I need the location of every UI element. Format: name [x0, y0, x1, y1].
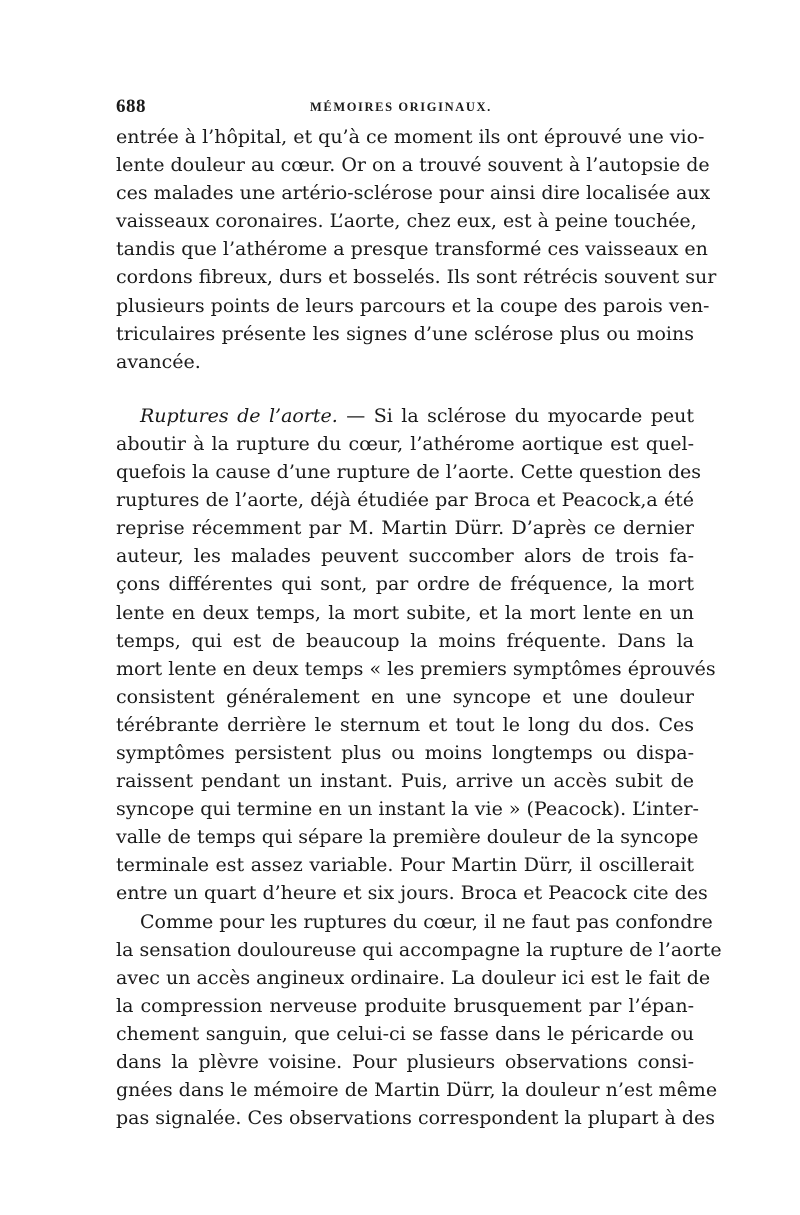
text-line: ruptures de l’aorte, déjà étudiée par Broca et Peacock,a été — [116, 489, 694, 512]
paragraph-1 — [116, 123, 717, 376]
book-page — [116, 96, 722, 1132]
text-line: avancée. — [116, 350, 201, 373]
text-line: pas signalée. Ces observations correspondent la plupart à des — [116, 1107, 716, 1130]
section-gap — [116, 376, 694, 402]
text-line: ces malades une artério-sclérose pour ainsi dire localisée aux — [116, 182, 711, 205]
text-line: Comme pour les ruptures du cœur, il ne faut pas confondre — [140, 910, 713, 933]
text-line: avec un accès angineux ordinaire. La douleur ici est le fait de — [116, 966, 711, 989]
text-line: terminale est assez variable. Pour Martin Dürr, il oscillerait — [116, 854, 694, 877]
text-line: entrée à l’hôpital, et qu’à ce moment ils ont éprouvé une vio- — [116, 126, 705, 148]
page-number: 688 — [116, 96, 146, 117]
text-line: aboutir à la rupture du cœur, l’athérome aortique est quel- — [116, 432, 694, 455]
text-line: vaisseaux coronaires. L’aorte, chez eux, est à peine touchée, — [116, 210, 697, 233]
paragraph-2 — [116, 402, 716, 908]
text-line: lente en deux temps, la mort subite, et la mort lente en un — [116, 601, 694, 624]
text-line: la compression nerveuse produite brusquement par l’épan- — [116, 994, 694, 1017]
text-line: valle de temps qui sépare la première douleur de la syncope — [116, 826, 699, 849]
text-line: temps, qui est de beaucoup la moins fréquente. Dans la — [116, 629, 694, 652]
text-line: reprise récemment par M. Martin Dürr. D’après ce dernier — [116, 517, 694, 540]
text-line: chement sanguin, que celui-ci se fasse dans le péricarde ou — [116, 1022, 694, 1045]
text-line: mort lente en deux temps « les premiers symptômes éprouvés — [116, 657, 716, 680]
text-line: raissent pendant un instant. Puis, arrive un accès subit de — [116, 770, 694, 793]
text-line: tandis que l’athérome a presque transformé ces vaisseaux en — [116, 238, 708, 261]
text-line-with-heading — [116, 402, 694, 430]
text-line: symptômes persistent plus ou moins longtemps ou dispa- — [116, 741, 694, 764]
text-line: plusieurs points de leurs parcours et la coupe des parois ven- — [116, 294, 710, 317]
text-line: syncope qui termine en un instant la vie » (Peacock). L’inter- — [116, 798, 699, 821]
text-line: la sensation douloureuse qui accompagne la rupture de l’aorte — [116, 938, 722, 961]
text-line: consistent généralement en une syncope et une douleur — [116, 685, 694, 708]
text-line: çons différentes qui sont, par ordre de fréquence, la mort — [116, 573, 694, 596]
text-line: lente douleur au cœur. Or on a trouvé souvent à l’autopsie de — [116, 154, 710, 177]
heading-continuation: — Si la sclérose du myocarde peut — [337, 404, 695, 427]
text-line: dans la plèvre voisine. Pour plusieurs observations consi- — [116, 1051, 694, 1073]
text-line: cordons fibreux, durs et bosselés. Ils sont rétrécis souvent sur — [116, 266, 717, 289]
running-title: MÉMOIRES ORIGINAUX. — [310, 100, 492, 114]
text-line: gnées dans le mémoire de Martin Dürr, la douleur n’est même — [116, 1079, 718, 1102]
text-line: quefois la cause d’une rupture de l’aorte. Cette question des — [116, 461, 702, 484]
text-line: triculaires présente les signes d’une sclérose plus ou moins — [116, 322, 694, 345]
text-line: auteur, les malades peuvent succomber alors de trois fa- — [116, 545, 694, 568]
text-line: térébrante derrière le sternum et tout le long du dos. Ces — [116, 713, 694, 736]
running-head — [116, 96, 694, 120]
text-line: entre un quart d’heure et six jours. Broca et Peacock cite des — [116, 882, 708, 905]
section-heading: Ruptures de l’aorte. — [140, 404, 338, 427]
paragraph-3 — [116, 908, 722, 1133]
